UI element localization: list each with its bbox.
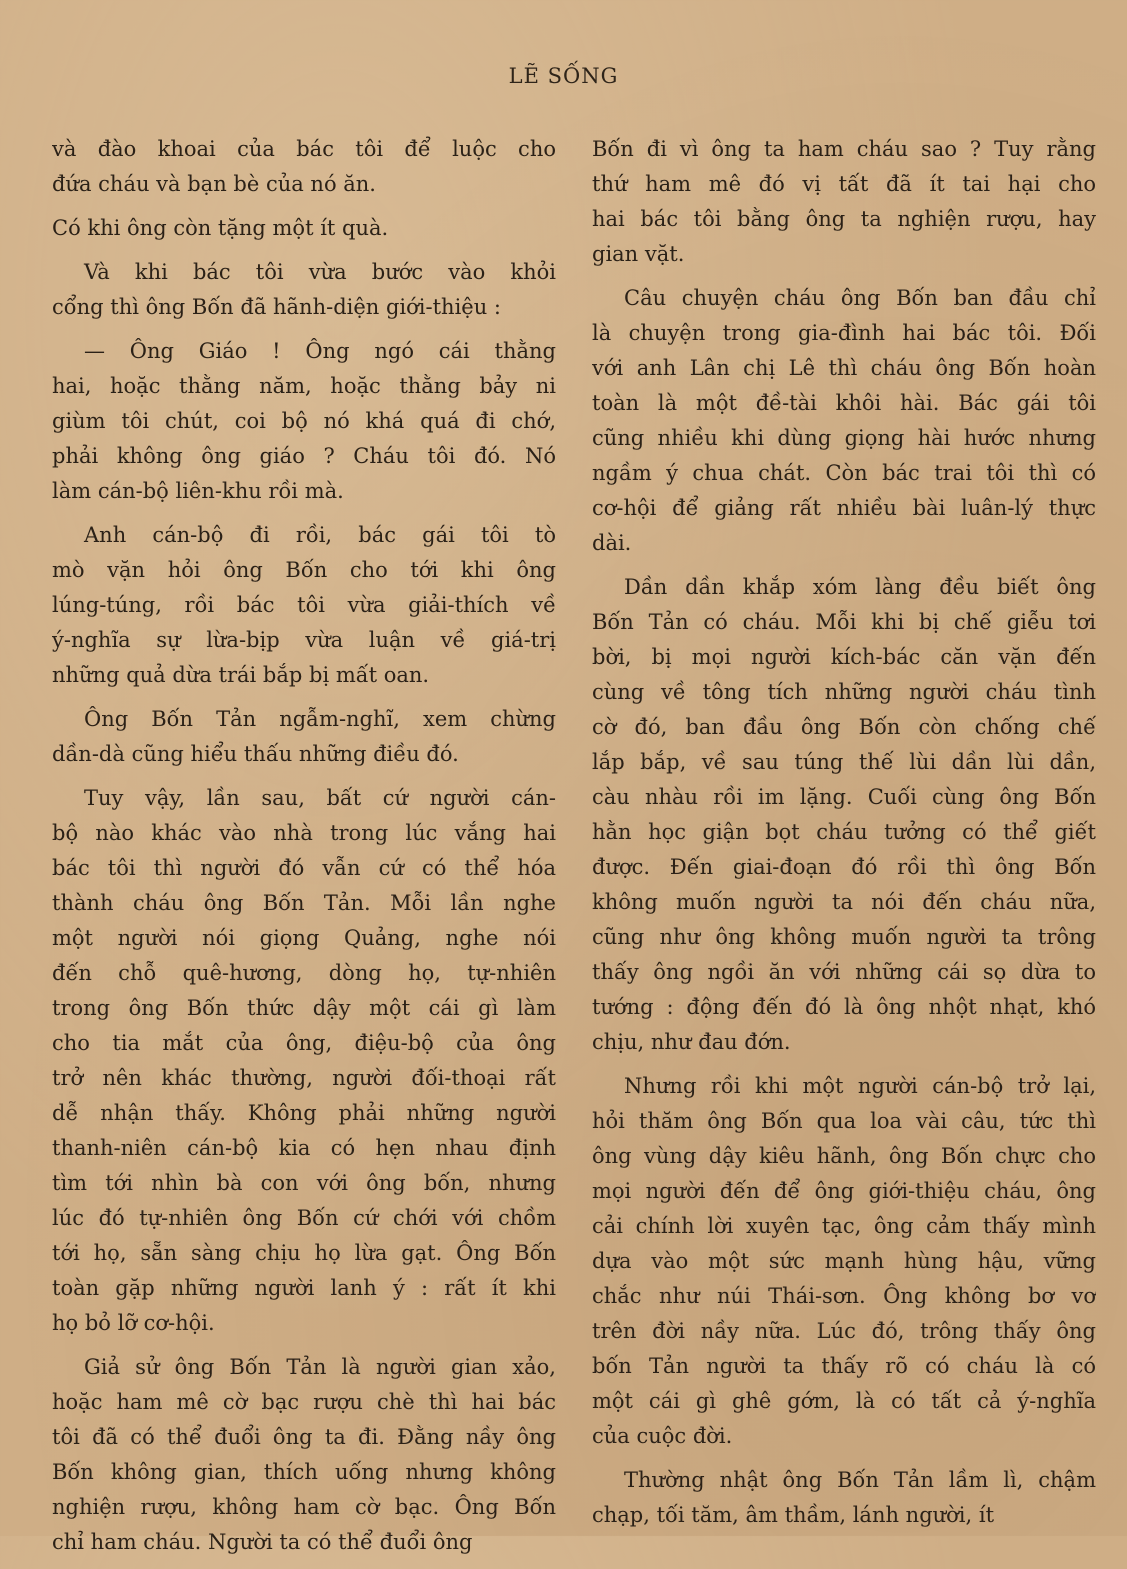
- text-line: Dần dần khắp xóm làng đều biết ông: [624, 575, 1096, 599]
- text-line: dần-dà cũng hiểu thấu những điều đó.: [52, 742, 459, 766]
- text-line: lắp bắp, về sau túng thế lùi dần lùi dần,: [592, 750, 1096, 774]
- text-line: ngầm ý chua chát. Còn bác trai tôi thì có: [592, 461, 1096, 485]
- text-line: chạp, tối tăm, âm thầm, lánh người, ít: [592, 1503, 995, 1527]
- text-line: toàn là một đề-tài khôi hài. Bác gái tôi: [592, 391, 1096, 415]
- text-line: Và khi bác tôi vừa bước vào khỏi: [84, 260, 556, 284]
- text-line: cơ-hội để giảng rất nhiều bài luân-lý thực: [592, 496, 1096, 520]
- paragraph: [52, 334, 556, 509]
- running-header: LẼ SỐNG: [508, 64, 619, 88]
- text-line: dễ nhận thấy. Không phải những người: [52, 1101, 556, 1125]
- text-line: ông vùng dậy kiêu hãnh, ông Bốn chực cho: [592, 1144, 1096, 1168]
- text-line: hoặc ham mê cờ bạc rượu chè thì hai bác: [52, 1390, 556, 1414]
- paragraph: [52, 518, 556, 693]
- text-line: toàn gặp những người lanh ý : rất ít khi: [52, 1276, 556, 1300]
- text-line: dựa vào một sức mạnh hùng hậu, vững: [592, 1249, 1096, 1273]
- text-line: trong ông Bốn thức dậy một cái gì làm: [52, 996, 556, 1020]
- paragraph: [592, 1463, 1096, 1533]
- text-line: những quả dừa trái bắp bị mất oan.: [52, 663, 430, 687]
- text-line: Giả sử ông Bốn Tản là người gian xảo,: [84, 1355, 556, 1379]
- text-line: làm cán-bộ liên-khu rồi mà.: [52, 479, 344, 503]
- text-line: cũng như ông không muốn người ta trông: [592, 925, 1096, 949]
- text-line: cũng nhiều khi dùng giọng hài hước nhưng: [592, 426, 1096, 450]
- text-line: Bốn Tản có cháu. Mỗi khi bị chế giễu tơi: [592, 610, 1096, 634]
- text-line: hai bác tôi bằng ông ta nghiện rượu, hay: [592, 207, 1096, 231]
- text-line: một người nói giọng Quảng, nghe nói: [52, 926, 556, 950]
- text-line: Bốn không gian, thích uống nhưng không: [52, 1460, 556, 1484]
- text-line: chắc như núi Thái-sơn. Ông không bơ vơ: [592, 1284, 1096, 1308]
- text-line: trở nên khác thường, người đối-thoại rất: [52, 1066, 556, 1090]
- text-line: lúc đó tự-nhiên ông Bốn cứ chới với chồm: [52, 1206, 556, 1230]
- text-line: giùm tôi chút, coi bộ nó khá quá đi chớ,: [52, 409, 556, 433]
- text-line: không muốn người ta nói đến cháu nữa,: [592, 890, 1096, 914]
- text-line: hai, hoặc thằng năm, hoặc thằng bảy ni: [52, 374, 556, 398]
- text-line: ý-nghĩa sự lừa-bịp vừa luận về giá-trị: [52, 628, 556, 652]
- text-line: cho tia mắt của ông, điệu-bộ của ông: [52, 1031, 556, 1055]
- text-line: bác tôi thì người đó vẫn cứ có thể hóa: [52, 856, 556, 880]
- text-line: bời, bị mọi người kích-bác căn vặn đến: [592, 645, 1096, 669]
- paragraph: [52, 1350, 556, 1560]
- text-line: nghiện rượu, không ham cờ bạc. Ông Bốn: [52, 1495, 556, 1519]
- text-line: — Ông Giáo ! Ông ngó cái thằng: [84, 339, 556, 363]
- text-line: Bốn đi vì ông ta ham cháu sao ? Tuy rằng: [592, 137, 1096, 161]
- text-line: với anh Lân chị Lê thì cháu ông Bốn hoàn: [592, 356, 1096, 380]
- text-line: hằn học giận bọt cháu tưởng có thể giết: [592, 820, 1096, 844]
- text-line: một cái gì ghê gớm, là có tất cả ý-nghĩa: [592, 1389, 1096, 1413]
- text-line: tôi đã có thể đuổi ông ta đi. Đằng nầy ông: [52, 1425, 556, 1449]
- text-line: họ bỏ lỡ cơ-hội.: [52, 1311, 215, 1335]
- text-line: cải chính lời xuyên tạc, ông cảm thấy mình: [592, 1214, 1096, 1238]
- right-column: [592, 132, 1096, 1542]
- text-line: đứa cháu và bạn bè của nó ăn.: [52, 172, 376, 196]
- text-line: của cuộc đời.: [592, 1424, 733, 1448]
- text-line: Ông Bốn Tản ngẫm-nghĩ, xem chừng: [84, 707, 556, 731]
- text-line: thấy ông ngồi ăn với những cái sọ dừa to: [592, 960, 1096, 984]
- text-line: bốn Tản người ta thấy rõ có cháu là có: [592, 1354, 1096, 1378]
- text-line: mọi người đến để ông giới-thiệu cháu, ông: [592, 1179, 1096, 1203]
- text-line: Câu chuyện cháu ông Bốn ban đầu chỉ: [624, 286, 1096, 310]
- text-line: chịu, như đau đớn.: [592, 1030, 791, 1054]
- text-line: cổng thì ông Bốn đã hãnh-diện giới-thiệu :: [52, 295, 501, 319]
- text-line: được. Đến giai-đoạn đó rồi thì ông Bốn: [592, 855, 1096, 879]
- text-line: hỏi thăm ông Bốn qua loa vài câu, tức thì: [592, 1109, 1096, 1133]
- text-line: tới họ, sẵn sàng chịu họ lừa gạt. Ông Bốn: [52, 1241, 556, 1265]
- paragraph: [592, 1069, 1096, 1454]
- text-line: chỉ ham cháu. Người ta có thể đuổi ông: [52, 1530, 473, 1554]
- paragraph: [592, 132, 1096, 272]
- text-line: thứ ham mê đó vị tất đã ít tai hại cho: [592, 172, 1096, 196]
- text-line: cùng về tông tích những người cháu tình: [592, 680, 1096, 704]
- text-line: Tuy vậy, lần sau, bất cứ người cán-: [84, 786, 556, 810]
- text-line: càu nhàu rồi im lặng. Cuối cùng ông Bốn: [592, 785, 1096, 809]
- text-line: trên đời nầy nữa. Lúc đó, trông thấy ông: [592, 1319, 1096, 1343]
- text-line: lúng-túng, rồi bác tôi vừa giải-thích về: [52, 593, 556, 617]
- text-line: tướng : động đến đó là ông nhột nhạt, khó: [592, 995, 1096, 1019]
- paragraph: [592, 570, 1096, 1060]
- text-line: thanh-niên cán-bộ kia có hẹn nhau định: [52, 1136, 556, 1160]
- paragraph: [52, 781, 556, 1341]
- paragraph: [52, 132, 556, 202]
- text-line: là chuyện trong gia-đình hai bác tôi. Đối: [592, 321, 1096, 345]
- text-line: phải không ông giáo ? Cháu tôi đó. Nó: [52, 444, 556, 468]
- left-column: [52, 132, 556, 1569]
- text-line: đến chỗ quê-hương, dòng họ, tự-nhiên: [52, 961, 556, 985]
- paragraph: [592, 281, 1096, 561]
- text-line: Nhưng rồi khi một người cán-bộ trở lại,: [624, 1074, 1096, 1098]
- text-line: tìm tới nhìn bà con với ông bốn, nhưng: [52, 1171, 556, 1195]
- text-line: gian vặt.: [592, 242, 685, 266]
- paragraph: [52, 211, 556, 246]
- text-line: cờ đó, ban đầu ông Bốn còn chống chế: [592, 715, 1096, 739]
- text-line: Anh cán-bộ đi rồi, bác gái tôi tò: [84, 523, 556, 547]
- text-line: Thường nhật ông Bốn Tản lầm lì, chậm: [624, 1468, 1096, 1492]
- text-line: mò vặn hỏi ông Bốn cho tới khi ông: [52, 558, 556, 582]
- text-line: bộ nào khác vào nhà trong lúc vắng hai: [52, 821, 556, 845]
- text-line: Có khi ông còn tặng một ít quà.: [52, 216, 389, 240]
- text-line: thành cháu ông Bốn Tản. Mỗi lần nghe: [52, 891, 556, 915]
- paragraph: [52, 702, 556, 772]
- text-line: và đào khoai của bác tôi để luộc cho: [52, 137, 556, 161]
- paragraph: [52, 255, 556, 325]
- text-line: dài.: [592, 531, 632, 555]
